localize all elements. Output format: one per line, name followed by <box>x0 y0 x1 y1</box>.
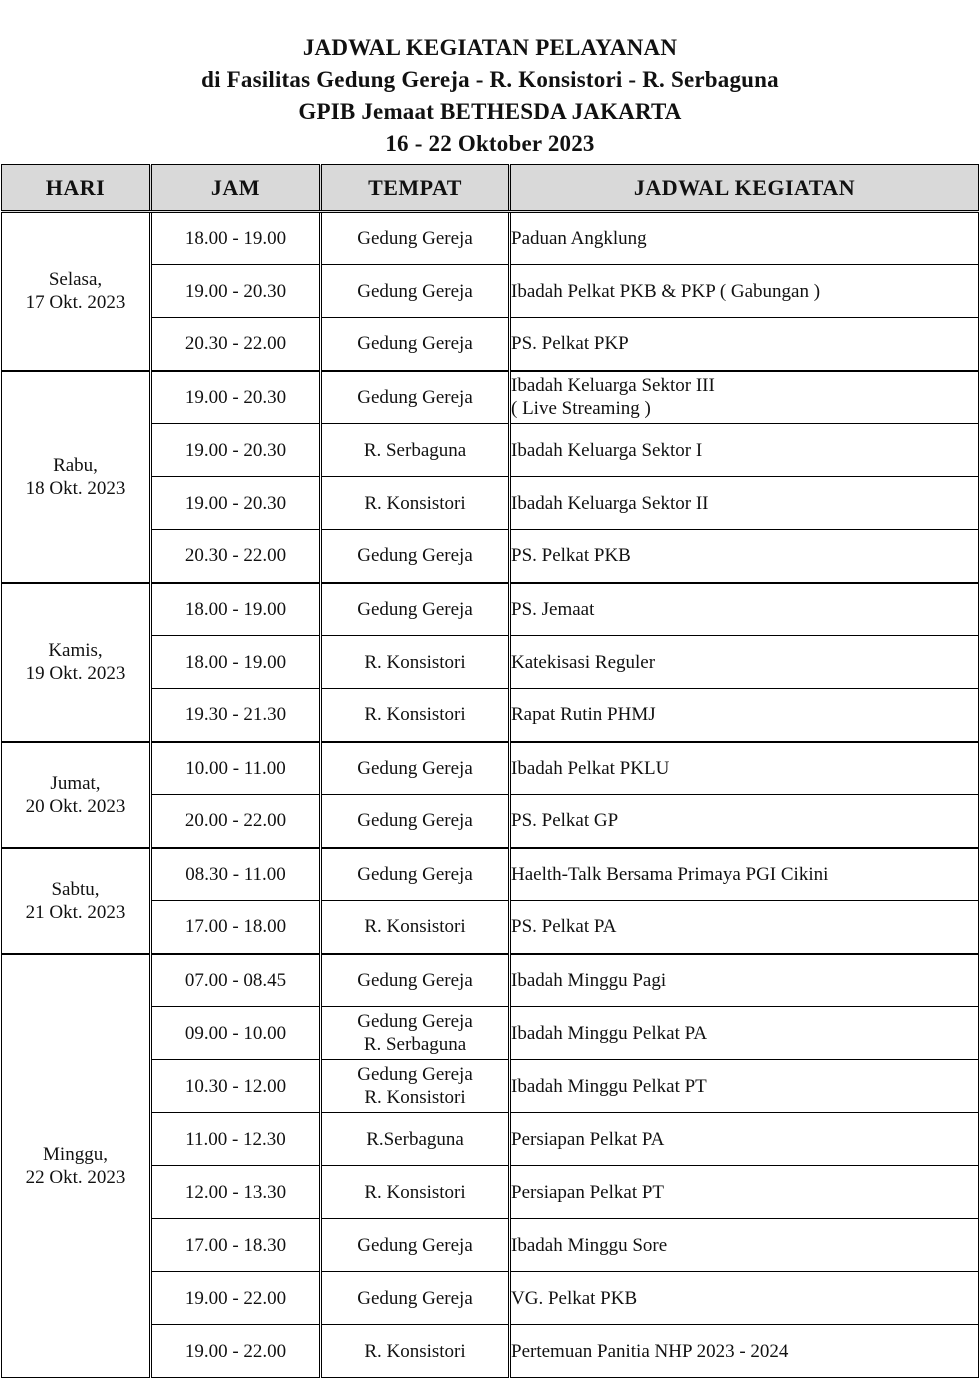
activity-line: Persiapan Pelkat PT <box>511 1181 665 1203</box>
place-line: R. Konsistori <box>364 1087 466 1108</box>
place-cell <box>321 477 510 530</box>
place-line: Gedung Gereja <box>357 863 473 885</box>
day-cell <box>2 954 151 1378</box>
time-cell: 19.00 - 22.00 <box>151 1325 321 1378</box>
place-line: Gedung Gereja <box>357 1064 473 1085</box>
activity-line: Persiapan Pelkat PA <box>511 1128 665 1150</box>
activity-cell <box>510 583 979 636</box>
activity-line: PS. Pelkat GP <box>511 810 619 832</box>
place-line: Gedung Gereja <box>357 386 473 408</box>
activity-cell <box>510 742 979 795</box>
time-cell: 20.30 - 22.00 <box>151 318 321 371</box>
activity-line: Ibadah Minggu Pagi <box>511 969 667 991</box>
table-row <box>2 848 979 901</box>
place-cell <box>321 371 510 424</box>
time-cell: 18.00 - 19.00 <box>151 583 321 636</box>
activity-line: PS. Pelkat PA <box>511 916 617 938</box>
activity-cell <box>510 1272 979 1325</box>
place-cell <box>321 848 510 901</box>
place-cell <box>321 1060 510 1113</box>
place-line: R. Konsistori <box>364 916 466 938</box>
activity-line: PS. Pelkat PKB <box>511 545 631 567</box>
activity-line: Katekisasi Reguler <box>511 651 656 673</box>
place-line: R. Konsistori <box>364 1181 466 1203</box>
place-line: R. Serbaguna <box>363 1034 467 1055</box>
activity-line: Ibadah Keluarga Sektor III <box>511 375 715 397</box>
activity-cell <box>510 530 979 583</box>
time-cell: 07.00 - 08.45 <box>151 954 321 1007</box>
day-date: 21 Okt. 2023 <box>25 901 126 923</box>
place-cell <box>321 1219 510 1272</box>
day-name: Kamis, <box>48 640 103 661</box>
time-cell: 18.00 - 19.00 <box>151 212 321 265</box>
place-line: Gedung Gereja <box>357 757 473 779</box>
activity-cell <box>510 318 979 371</box>
place-cell <box>321 901 510 954</box>
place-cell <box>321 1325 510 1378</box>
place-line: Gedung Gereja <box>357 598 473 620</box>
activity-line: VG. Pelkat PKB <box>511 1287 638 1309</box>
activity-line: Ibadah Keluarga Sektor I <box>511 439 703 461</box>
activity-cell <box>510 636 979 689</box>
day-name: Jumat, <box>50 772 101 794</box>
place-line: Gedung Gereja <box>357 545 473 567</box>
activity-line: Ibadah Minggu Pelkat PA <box>511 1022 708 1044</box>
time-cell: 19.30 - 21.30 <box>151 689 321 742</box>
activity-cell <box>510 689 979 742</box>
table-row <box>2 212 979 265</box>
time-cell: 17.00 - 18.30 <box>151 1219 321 1272</box>
day-cell <box>2 212 151 371</box>
time-cell: 08.30 - 11.00 <box>151 848 321 901</box>
place-line: R.Serbaguna <box>366 1128 464 1150</box>
place-cell <box>321 530 510 583</box>
day-date: 20 Okt. 2023 <box>25 795 126 817</box>
place-cell <box>321 636 510 689</box>
title-line-2: di Fasilitas Gedung Gereja - R. Konsistori - R. Serbaguna <box>201 67 779 92</box>
activity-cell <box>510 795 979 848</box>
time-cell: 17.00 - 18.00 <box>151 901 321 954</box>
activity-cell <box>510 1060 979 1113</box>
time-cell: 20.30 - 22.00 <box>151 530 321 583</box>
schedule-table <box>1 164 979 1378</box>
activity-cell <box>510 848 979 901</box>
activity-line: Pertemuan Panitia NHP 2023 - 2024 <box>511 1340 789 1362</box>
time-cell: 18.00 - 19.00 <box>151 636 321 689</box>
place-line: Gedung Gereja <box>357 280 473 302</box>
column-header-jam: JAM <box>151 165 321 212</box>
time-cell: 19.00 - 20.30 <box>151 371 321 424</box>
activity-line: PS. Pelkat PKP <box>511 333 629 355</box>
activity-line: PS. Jemaat <box>511 598 595 620</box>
place-line: Gedung Gereja <box>357 333 473 355</box>
activity-line: Haelth-Talk Bersama Primaya PGI Cikini <box>511 863 829 885</box>
table-row <box>2 742 979 795</box>
table-header-row <box>2 165 979 212</box>
activity-cell <box>510 901 979 954</box>
day-name: Selasa, <box>48 269 103 291</box>
place-cell <box>321 212 510 265</box>
schedule-body <box>2 212 979 1378</box>
activity-cell <box>510 954 979 1007</box>
activity-line: Ibadah Minggu Sore <box>511 1234 668 1256</box>
place-line: Gedung Gereja <box>357 1011 473 1032</box>
place-line: R. Konsistori <box>364 704 466 726</box>
time-cell: 10.00 - 11.00 <box>151 742 321 795</box>
title-line-1: JADWAL KEGIATAN PELAYANAN <box>302 35 678 60</box>
activity-line: Paduan Angklung <box>511 228 647 249</box>
activity-cell <box>510 212 979 265</box>
day-date: 17 Okt. 2023 <box>25 292 126 314</box>
time-cell: 19.00 - 22.00 <box>151 1272 321 1325</box>
place-line: Gedung Gereja <box>357 228 473 249</box>
place-cell <box>321 689 510 742</box>
place-cell <box>321 795 510 848</box>
activity-cell <box>510 1219 979 1272</box>
place-cell <box>321 954 510 1007</box>
table-row <box>2 954 979 1007</box>
activity-cell <box>510 1325 979 1378</box>
day-name: Sabtu, <box>51 878 100 900</box>
activity-cell <box>510 424 979 477</box>
activity-line: Ibadah Keluarga Sektor II <box>511 492 709 514</box>
table-row <box>2 371 979 424</box>
day-name: Minggu, <box>43 1143 108 1165</box>
activity-cell <box>510 371 979 424</box>
activity-cell <box>510 1166 979 1219</box>
time-cell: 19.00 - 20.30 <box>151 265 321 318</box>
activity-cell <box>510 1113 979 1166</box>
activity-cell <box>510 477 979 530</box>
document-header <box>0 32 980 160</box>
time-cell: 11.00 - 12.30 <box>151 1113 321 1166</box>
place-cell <box>321 1007 510 1060</box>
day-name: Rabu, <box>53 454 98 476</box>
day-date: 22 Okt. 2023 <box>25 1166 126 1188</box>
time-cell: 12.00 - 13.30 <box>151 1166 321 1219</box>
time-cell: 10.30 - 12.00 <box>151 1060 321 1113</box>
column-header-jadwal-kegiatan: JADWAL KEGIATAN <box>510 165 979 212</box>
place-cell <box>321 318 510 371</box>
activity-cell <box>510 1007 979 1060</box>
activity-cell <box>510 265 979 318</box>
day-date: 18 Okt. 2023 <box>25 477 126 499</box>
place-line: R. Konsistori <box>364 651 466 673</box>
day-cell <box>2 583 151 742</box>
day-cell <box>2 848 151 954</box>
activity-line: Ibadah Pelkat PKB & PKP ( Gabungan ) <box>511 280 821 302</box>
day-cell <box>2 371 151 583</box>
column-header-hari: HARI <box>2 165 151 212</box>
time-cell: 20.00 - 22.00 <box>151 795 321 848</box>
time-cell: 09.00 - 10.00 <box>151 1007 321 1060</box>
place-line: Gedung Gereja <box>357 1234 473 1256</box>
place-cell <box>321 265 510 318</box>
time-cell: 19.00 - 20.30 <box>151 477 321 530</box>
title-line-4: 16 - 22 Oktober 2023 <box>385 131 595 156</box>
day-cell <box>2 742 151 848</box>
title-line-3: GPIB Jemaat BETHESDA JAKARTA <box>298 99 682 124</box>
place-cell <box>321 742 510 795</box>
place-line: R. Konsistori <box>364 1340 466 1362</box>
activity-line: Ibadah Minggu Pelkat PT <box>511 1075 707 1097</box>
day-date: 19 Okt. 2023 <box>25 663 126 684</box>
place-line: Gedung Gereja <box>357 810 473 832</box>
place-cell <box>321 1272 510 1325</box>
place-cell <box>321 583 510 636</box>
place-line: R. Konsistori <box>364 492 466 514</box>
place-line: R. Serbaguna <box>363 439 467 461</box>
place-cell <box>321 424 510 477</box>
activity-line: ( Live Streaming ) <box>511 398 651 420</box>
place-cell <box>321 1166 510 1219</box>
place-cell <box>321 1113 510 1166</box>
time-cell: 19.00 - 20.30 <box>151 424 321 477</box>
place-line: Gedung Gereja <box>357 969 473 991</box>
place-line: Gedung Gereja <box>357 1287 473 1309</box>
activity-line: Rapat Rutin PHMJ <box>511 704 656 726</box>
activity-line: Ibadah Pelkat PKLU <box>511 757 670 779</box>
column-header-tempat: TEMPAT <box>321 165 510 212</box>
table-row <box>2 583 979 636</box>
